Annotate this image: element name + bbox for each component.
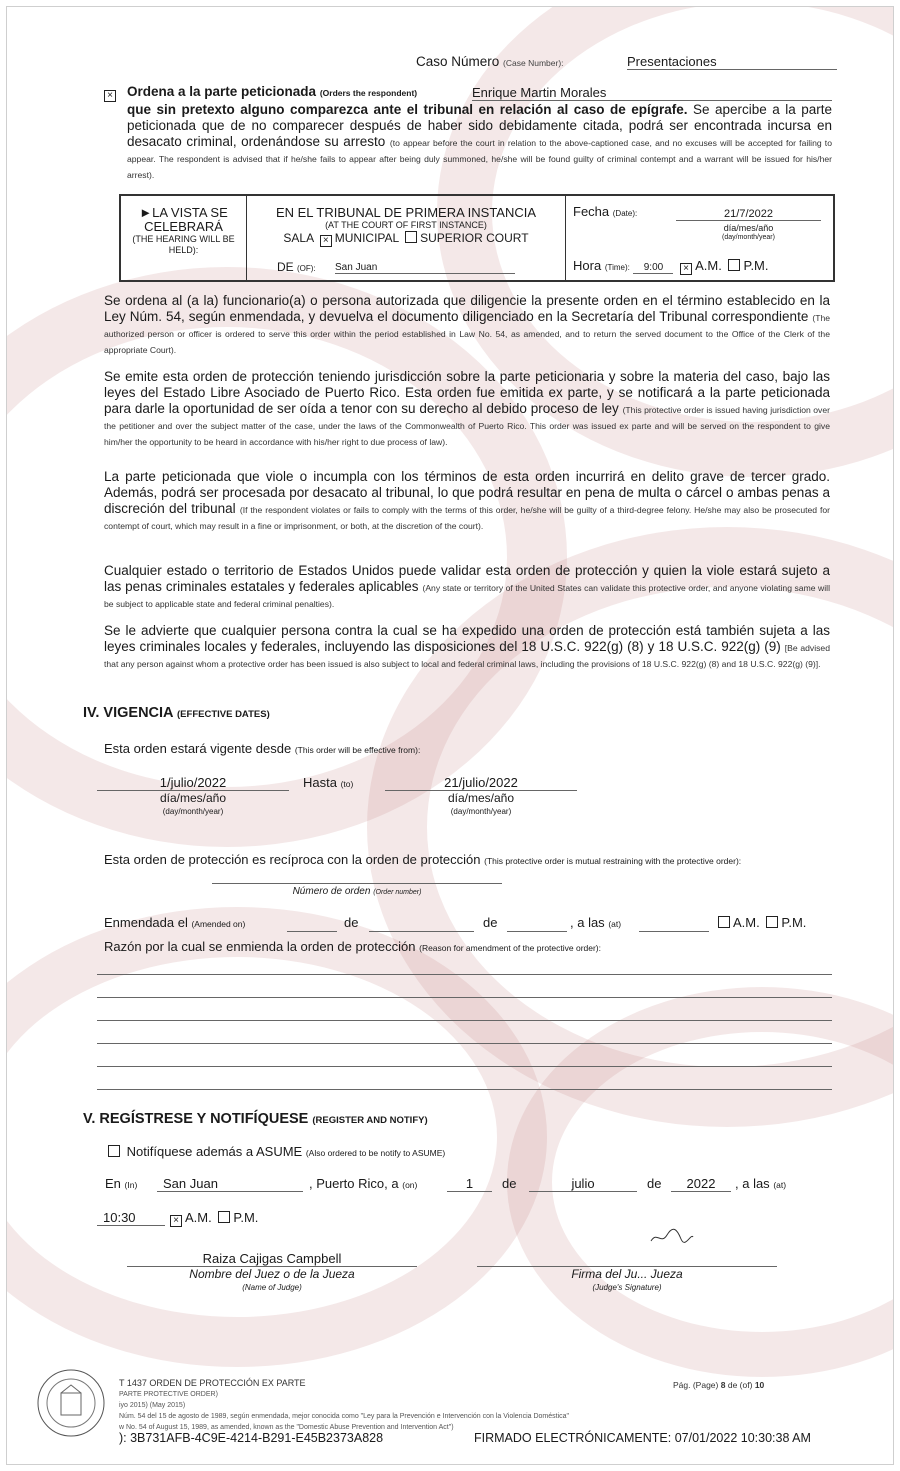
month-value: julio — [529, 1176, 637, 1192]
case-number-value: Presentaciones — [627, 54, 837, 70]
paragraph-serve-order — [104, 293, 830, 357]
orders-paragraph — [127, 102, 832, 182]
amended-pm-label: P.M. — [781, 915, 807, 930]
reg-ampm — [167, 1210, 258, 1227]
amended-ampm — [715, 915, 806, 930]
reciproca-label-en: (This protective order is mutual restraining with the protective order): — [484, 856, 742, 866]
case-label: Caso Número — [416, 54, 500, 69]
hearing-pm-checkbox[interactable] — [728, 259, 740, 271]
judge-signature-mark — [647, 1223, 697, 1249]
en-label-en: (In) — [124, 1180, 138, 1190]
hearing-court-cell — [247, 196, 566, 280]
de-label-en: (OF): — [297, 264, 316, 273]
page-number — [673, 1380, 764, 1390]
de-label: DE — [277, 260, 294, 274]
paragraph-states — [104, 563, 830, 611]
reg-de-2: de — [647, 1176, 662, 1191]
reason-line[interactable] — [97, 974, 832, 975]
case-number-row — [416, 54, 564, 69]
razon-label-en: (Reason for amendment of the protective order): — [419, 943, 602, 953]
paragraph-es: Se ordena al (a la) funcionario(a) o persona autorizada que diligencie la presente orden en el término establecido en la Ley Núm. 54, según enmendada, y devuelva el documento diligenciado en la Secretaría del Tribunal correspondiente — [104, 293, 830, 324]
reg-at-row — [735, 1176, 786, 1191]
hasta-label-row — [303, 775, 353, 790]
order-number-line[interactable] — [212, 883, 502, 884]
reg-am-label: A.M. — [185, 1210, 212, 1225]
reg-pm-label: P.M. — [233, 1210, 259, 1225]
section-registrese-heading — [83, 1111, 428, 1127]
hearing-title-cell — [121, 196, 247, 280]
amended-at-label: , a las — [570, 915, 605, 930]
form-footer — [119, 1378, 679, 1433]
vigencia-title-en: (EFFECTIVE DATES) — [177, 709, 270, 720]
amended-year-line[interactable] — [507, 931, 567, 932]
superior-checkbox[interactable] — [405, 231, 417, 243]
paragraph-es: La parte peticionada que viole o incumpla con los términos de esta orden incurrirá en delito grave de tercer grado. Además, podrá ser procesada por desacato al tribunal, lo que podrá resultar en pena de multa o cárcel o ambas penas a discreción del tribunal — [104, 469, 830, 516]
section-vigencia-heading — [83, 705, 270, 721]
to-format-en: (day/month/year) — [450, 807, 512, 816]
reg-at-label: , a las — [735, 1176, 770, 1191]
reason-line[interactable] — [97, 1020, 832, 1021]
amended-time-line[interactable] — [639, 931, 709, 932]
de-value: San Juan — [335, 262, 515, 274]
orders-bold-text: que sin pretexto alguno comparezca ante el tribunal en relación al caso de epígrafe. — [127, 102, 688, 117]
amended-at-row — [570, 915, 621, 930]
fecha-row — [573, 204, 637, 219]
fecha-format-es: día/mes/año — [723, 223, 774, 233]
asume-checkbox[interactable] — [108, 1145, 120, 1157]
asume-label: Notifíquese además a ASUME — [126, 1144, 303, 1159]
reason-line[interactable] — [97, 1066, 832, 1067]
to-format-es: día/mes/año — [447, 791, 515, 805]
vigencia-title: IV. VIGENCIA — [83, 705, 173, 721]
de-row — [277, 260, 316, 274]
enmendada-label: Enmendada el — [104, 915, 188, 930]
municipal-checkbox[interactable] — [320, 235, 332, 247]
reg-pm-checkbox[interactable] — [218, 1211, 230, 1223]
amended-at-label-en: (at) — [608, 919, 622, 929]
page-of: de (of) — [727, 1380, 753, 1390]
page-num: 8 — [720, 1380, 726, 1390]
desde-label-en: (This order will be effective from): — [294, 745, 421, 755]
document-id: ): 3B731AFB-4C9E-4214-B291-E45B2373A828 — [119, 1431, 384, 1445]
hasta-label-en: (to) — [340, 779, 354, 789]
page-total: 10 — [754, 1380, 765, 1390]
amended-pm-checkbox[interactable] — [766, 916, 778, 928]
razon-label: Razón por la cual se enmienda la orden de protección — [104, 939, 416, 954]
fecha-format — [676, 223, 821, 243]
orders-text-en: (to appear before the court in relation to the above-captioned case, and no excuses will be accepted for failing to appear. The respondent is advised that if he/she fails to appear after being duly summoned, he/she will be found guilty of criminal contempt and a warrant will be issued for his/her arrest). — [127, 138, 832, 180]
amended-day-line[interactable] — [287, 931, 337, 932]
reason-line[interactable] — [97, 997, 832, 998]
orders-text: Se apercibe a la parte peticionada que de no comparecer después de haber sido debidamente citada, podrá ser encontrada incursa en desacato criminal, ordenándose su arresto — [127, 102, 832, 149]
signature-label: Firma del Ju... Jueza — [571, 1267, 683, 1281]
enmendada-label-row — [104, 915, 245, 930]
fecha-label-en: (Date): — [612, 209, 638, 218]
vigencia-from-label — [104, 741, 420, 756]
asume-label-en: (Also ordered to be notify to ASUME) — [305, 1148, 446, 1158]
law-es: Núm. 54 del 15 de agosto de 1989, según enmendada, mejor conocida como "Ley para la Prevención e Intervención con la Violencia Doméstica" — [119, 1413, 570, 1420]
sala-row — [247, 231, 565, 247]
from-date: 1/julio/2022 — [97, 775, 289, 791]
court-seal-icon — [35, 1367, 107, 1439]
reciproca-label: Esta orden de protección es recíproca con la orden de protección — [104, 852, 481, 867]
paragraph-es: Se emite esta orden de protección teniendo jurisdicción sobre la parte peticionaria y sobre la materia del caso, bajo las leyes del Estado Libre Asociado de Puerto Rico. Esta orden fue emitida ex parte, y se notificará a la parte peticionada para darle la oportunidad de ser oída a tenor con su derecho al debido proceso de ley — [104, 369, 830, 416]
to-date-format — [385, 792, 577, 818]
registrese-title-en: (REGISTER AND NOTIFY) — [312, 1115, 428, 1126]
law-en: w No. 54 of August 15, 1989, as amended, known as the "Domestic Abuse Prevention and Intervention Act") — [119, 1424, 454, 1431]
paragraph-violation — [104, 469, 830, 533]
orders-respondent-row — [127, 84, 417, 99]
reason-line[interactable] — [97, 1089, 832, 1090]
to-date: 21/julio/2022 — [385, 775, 577, 791]
hasta-label: Hasta — [303, 775, 337, 790]
year-value: 2022 — [671, 1176, 731, 1192]
orders-respondent-checkbox[interactable] — [101, 84, 119, 102]
numero-label-en: (Order number) — [373, 889, 422, 896]
reg-am-checkbox[interactable] — [170, 1215, 182, 1227]
paragraph-en: (This protective order is issued having jurisdiction over the petitioner and over the subject matter of the case, under the laws of the Commonwealth of Puerto Rico. This order was issued ex parte and will be served on the respondent to give him/her the opportunity to be heard in accordance with his/her right to due process of law). — [104, 405, 830, 447]
fecha-format-en: (day/month/year) — [722, 234, 775, 241]
time-value: 10:30 — [97, 1210, 165, 1226]
court-name-en: (AT THE COURT OF FIRST INSTANCE) — [325, 220, 487, 230]
superior-label: SUPERIOR COURT — [420, 231, 529, 245]
judge-name-label: Nombre del Juez o de la Jueza — [189, 1267, 355, 1281]
signature-en: (Judge's Signature) — [592, 1283, 662, 1292]
reg-at-label-en: (at) — [773, 1180, 787, 1190]
paragraph-en: (The authorized person or officer is ordered to serve this order within the period established in Law No. 54, as amended, and to return the served document to the Office of the Clerk of the appropriate Court). — [104, 313, 830, 355]
court-name: EN EL TRIBUNAL DE PRIMERA INSTANCIA — [275, 205, 537, 220]
amended-am-label: A.M. — [733, 915, 760, 930]
desde-label: Esta orden estará vigente desde — [104, 741, 292, 756]
judge-name: Raiza Cajigas Campbell — [127, 1251, 417, 1267]
hora-label: Hora — [573, 258, 602, 273]
hearing-box — [119, 194, 835, 282]
en-label: En — [105, 1176, 121, 1191]
form-rev: iyo 2015) (May 2015) — [119, 1402, 186, 1409]
case-label-en: (Case Number): — [503, 58, 564, 68]
sala-label: SALA — [283, 231, 314, 245]
reason-line[interactable] — [97, 1043, 832, 1044]
hearing-pm-label: P.M. — [743, 258, 769, 273]
razon-row — [104, 939, 601, 954]
paragraph-jurisdiction — [104, 369, 830, 449]
hearing-am-label: A.M. — [695, 258, 722, 273]
amended-de-1: de — [344, 915, 359, 930]
from-format-es: día/mes/año — [159, 791, 227, 805]
orders-label: Ordena a la parte peticionada — [127, 84, 317, 99]
municipal-label: MUNICIPAL — [334, 231, 399, 245]
fecha-value: 21/7/2022 — [676, 208, 821, 221]
hearing-title-en: (THE HEARING WILL BE HELD): — [132, 234, 235, 255]
enmendada-label-en: (Amended on) — [191, 919, 246, 929]
document-page — [6, 6, 894, 1465]
fecha-label: Fecha — [573, 204, 610, 219]
reciproca-row — [104, 849, 834, 872]
hora-value: 9:00 — [633, 262, 673, 274]
page-label: Pág. (Page) — [673, 1380, 719, 1390]
signed-electronically: FIRMADO ELECTRÓNICAMENTE: 07/01/2022 10:30:38 AM — [474, 1431, 811, 1445]
hearing-title: ►LA VISTA SE CELEBRARÁ — [139, 205, 228, 234]
day-value: 1 — [447, 1176, 492, 1192]
from-format-en: (day/month/year) — [162, 807, 224, 816]
paragraph-federal — [104, 623, 830, 671]
paragraph-en: (If the respondent violates or fails to comply with the terms of this order, he/she will be guilty of a third-degree felony. He/she may also be prosecuted for contempt of court, which may result in a fine or imprisonment, or both, at the discretion of the court). — [104, 505, 830, 531]
numero-label: Número de orden — [292, 886, 371, 897]
amended-de-2: de — [483, 915, 498, 930]
asume-row — [105, 1144, 445, 1159]
registrese-title: V. REGÍSTRESE Y NOTIFÍQUESE — [83, 1111, 309, 1127]
pr-label-en: (on) — [402, 1180, 418, 1190]
paragraph-en: (Any state or territory of the United States can validate this protective order, and anyone violating same will be subject to applicable state and federal criminal penalties). — [104, 583, 830, 609]
pr-label-row — [309, 1176, 417, 1191]
hora-row — [573, 258, 769, 275]
from-date-format — [97, 792, 289, 818]
amended-am-checkbox[interactable] — [718, 916, 730, 928]
orders-label-en: (Orders the respondent) — [319, 88, 418, 98]
respondent-name: Enrique Martin Morales — [472, 85, 832, 101]
watermark-swirl — [367, 527, 894, 1127]
paragraph-en: [Be advised that any person against whom a protective order has been issued is also subject to local and federal criminal laws, including the provisions of 18 U.S.C. 922(g) (8) and 18 U.S.C. 922(g) (9)]. — [104, 643, 830, 669]
city-value: San Juan — [157, 1176, 303, 1192]
order-number-caption — [212, 886, 502, 897]
hearing-am-checkbox[interactable] — [680, 263, 692, 275]
judge-name-en: (Name of Judge) — [242, 1283, 302, 1292]
pr-label: , Puerto Rico, a — [309, 1176, 399, 1191]
judge-name-caption — [127, 1268, 417, 1294]
watermark-swirl — [6, 907, 547, 1367]
amended-month-line[interactable] — [369, 931, 474, 932]
en-label-row — [105, 1176, 137, 1191]
hora-label-en: (Time): — [604, 263, 630, 272]
paragraph-es: Cualquier estado o territorio de Estados Unidos puede validar esta orden de protección y quien la viole estará sujeto a las penas criminales estatales y federales aplicables — [104, 563, 830, 594]
form-id: T 1437 ORDEN DE PROTECCIÓN EX PARTE — [119, 1378, 306, 1388]
form-en: PARTE PROTECTIVE ORDER) — [119, 1391, 218, 1398]
reg-de-1: de — [502, 1176, 517, 1191]
signature-caption — [477, 1268, 777, 1294]
paragraph-es: Se le advierte que cualquier persona contra la cual se ha expedido una orden de protección está también sujeta a las leyes criminales locales y federales, incluyendo las disposiciones del 18 U.S.C. 922(g) (8) y 18 U.S.C. 922(g) (9) — [104, 623, 830, 654]
